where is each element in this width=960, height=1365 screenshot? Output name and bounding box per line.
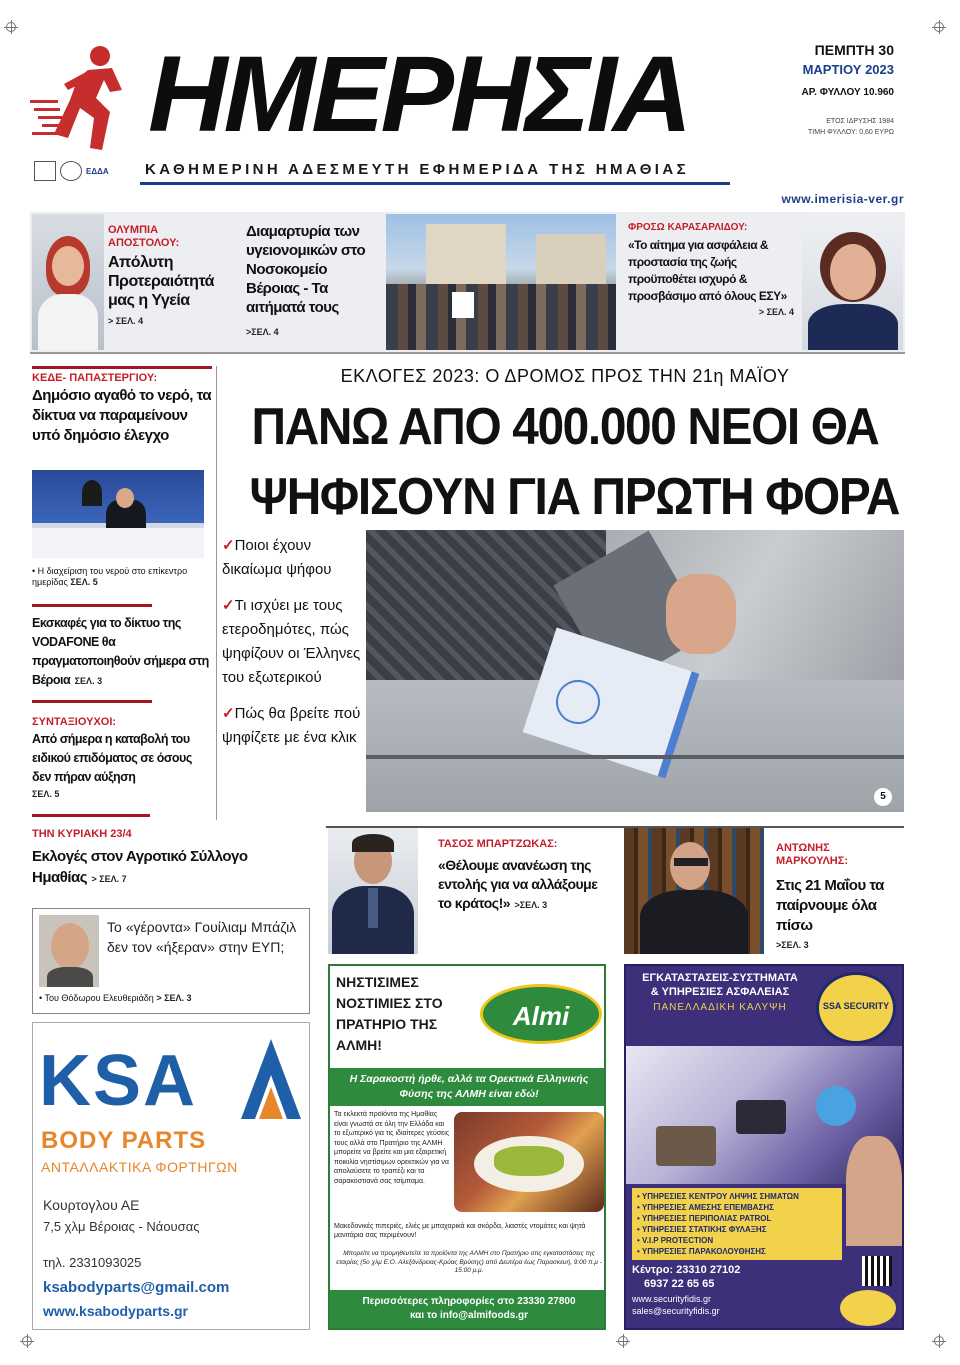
almi-brand: Almi [512, 1001, 570, 1031]
main-headline[interactable] [249, 392, 900, 532]
main-headline-line2: ΨΗΦΙΣΟΥΝ ΓΙΑ ΠΡΩΤΗ ΦΟΡΑ [249, 468, 900, 526]
ksa-triangle-icon [241, 1039, 301, 1119]
left3-title: Από σήμερα η καταβολή του ειδικού επιδόματος σε όσους δεν πήραν αύξηση [32, 732, 192, 784]
ksa-line1: BODY PARTS [41, 1127, 207, 1154]
issue-day: ΠΕΜΠΤΗ 30 [814, 42, 894, 58]
seal-logo-icon [60, 161, 82, 181]
antonis-quote: Στις 21 Μαΐου τα παίρνουμε όλα πίσω [776, 877, 884, 934]
security-badge-text: SSA SECURITY [822, 1001, 890, 1011]
conference-photo [32, 470, 204, 558]
left-article-1[interactable] [32, 372, 212, 446]
almi-title: ΝΗΣΤΙΣΙΜΕΣ ΝΟΣΤΙΜΙΕΣ ΣΤΟ ΠΡΑΤΗΡΙΟ ΤΗΣ ΑΛΜΗ! [336, 974, 443, 1053]
issue-founded: ΕΤΟΣ ΙΔΡΥΣΗΣ 1984 [826, 118, 894, 125]
left1-caption-text: • Η διαχείριση του νερού στο επίκεντρο ημερίδας [32, 566, 188, 587]
top-left-ref: > ΣΕΛ. 4 [108, 316, 144, 326]
almi-banner: Η Σαρακοστή ήρθε, αλλά τα Ορεκτικά Ελληνικής Φύσης της ΑΛΜΗ είναι εδώ! [330, 1068, 606, 1106]
olympia-photo [32, 214, 104, 350]
tasos-photo [328, 828, 418, 954]
left1-ref: ΣΕΛ. 5 [70, 577, 98, 587]
check-icon: ✓ [222, 537, 235, 554]
security-phone2: 6937 22 65 65 [644, 1278, 715, 1290]
almi-hours: Μπορείτε να προμηθευτείτε τα προϊόντα της ΑΛΜΗ στο Πρατήριο στις εγκαταστάσεις της εταιρίας (5o χλμ Ε.Ο. Αλεξάνδρειας-Κρύας Βρύσης) από Δευτέρα έως Παρασκευή, 9:00 π.μ - 15:00 μ.μ. [336, 1250, 602, 1274]
left1-caption [32, 566, 212, 588]
almi-body2: Μακεδονικές πιπεριές, ελιές με μπαχαρικά και σκόρδα, λιαστές ντομάτες και ψητά μανιτάρια σας περιμένουν! [334, 1223, 586, 1239]
main-bullet: ✓Ποιοι έχουν δικαίωμα ψήφου [222, 537, 332, 578]
antonis-interview[interactable] [776, 842, 904, 950]
issue-info [770, 42, 894, 136]
antonis-photo [624, 828, 764, 954]
issue-month: ΜΑΡΤΙΟΥ 2023 [802, 62, 894, 77]
security-phone1: Κέντρο: 23310 27102 [632, 1264, 741, 1276]
almi-info: Περισσότερες πληροφορίες στο 23330 27800 [362, 1296, 576, 1307]
left-article-3[interactable] [32, 716, 212, 799]
ksa-email[interactable]: ksabodyparts@gmail.com [43, 1279, 230, 1296]
security-titles [630, 972, 810, 1013]
security-title2: & ΥΠΗΡΕΣΙΕΣ ΑΣΦΑΛΕΙΑΣ [650, 986, 790, 998]
ballot-photo [366, 530, 904, 812]
tasos-interview[interactable] [438, 838, 608, 913]
left4-kicker: ΤΗΝ ΚΥΡΙΑΚΗ 23/4 [32, 828, 132, 840]
registration-mark [618, 1336, 628, 1346]
registration-mark [22, 1336, 32, 1346]
top-middle-title: Διαμαρτυρία των υγειονομικών στο Νοσοκομείο Βέροιας - Τα αιτήματά τους [246, 223, 366, 316]
guard-photo [846, 1136, 902, 1246]
opinion-box[interactable] [32, 908, 310, 1014]
left1-title: Δημόσιο αγαθό το νερό, τα δίκτυα να παραμείνουν υπό δημόσιο έλεγχο [32, 387, 212, 444]
main-headline-line1: ΠΑΝΩ ΑΠΟ 400.000 ΝΕΟΙ ΘΑ [251, 398, 879, 456]
membership-logos [34, 158, 134, 184]
ksa-address: 7,5 χλμ Βέροιας - Νάουσας [43, 1219, 200, 1234]
issue-number: ΑΡ. ΦΥΛΛΟΥ 10.960 [801, 87, 894, 98]
ksa-ad[interactable] [32, 1022, 310, 1330]
registration-mark [6, 22, 16, 32]
almi-food-photo [454, 1112, 604, 1212]
union-logo-icon [34, 161, 56, 181]
security-ad[interactable] [624, 964, 904, 1330]
antonis-ref: >ΣΕΛ. 3 [776, 940, 809, 950]
masthead-subtitle: ΚΑΘΗΜΕΡΙΝΗ ΑΔΕΣΜΕΥΤΗ ΕΦΗΜΕΡΙΔΑ ΤΗΣ ΗΜΑΘΙΑΣ [145, 161, 689, 178]
security-email[interactable]: sales@securityfidis.gr [632, 1306, 720, 1316]
tasos-name: ΤΑΣΟΣ ΜΠΑΡΤΖΩΚΑΣ: [438, 838, 558, 850]
ksa-web[interactable]: www.ksabodyparts.gr [43, 1303, 188, 1319]
masthead-rule [140, 182, 730, 185]
top-left-kicker: ΟΛΥΜΠΙΑ ΑΠΟΣΤΟΛΟΥ: [108, 224, 180, 249]
tasos-ref: >ΣΕΛ. 3 [514, 900, 548, 910]
almi-logo [480, 984, 602, 1044]
ksa-line2: ΑΝΤΑΛΛΑΚΤΙΚΑ ΦΟΡΤΗΓΩΝ [41, 1159, 238, 1175]
security-services: • ΥΠΗΡΕΣΙΕΣ ΚΕΝΤΡΟΥ ΛΗΨΗΣ ΣΗΜΑΤΩΝ • ΥΠΗΡΕΣΙΕΣ ΑΜΕΣΗΣ ΕΠΕΜΒΑΣΗΣ • ΥΠΗΡΕΣΙΕΣ ΠΕΡΙΠΟΛΙΑΣ PATROL • ΥΠΗΡΕΣΙΕΣ ΣΤΑΤΙΚΗΣ ΦΥΛΑΞΗΣ • V.I.P PROTECTION • ΥΠΗΡΕΣΙΕΣ ΠΑΡΑΚΟΛΟΥΘΗΣΗΣ [632, 1188, 842, 1260]
left-article-4[interactable] [32, 828, 322, 888]
check-icon: ✓ [222, 705, 235, 722]
opinion-author-photo [39, 915, 99, 987]
security-coverage: ΠΑΝΕΛΛΑΔΙΚΗ ΚΑΛΥΨΗ [653, 1002, 787, 1013]
opinion-ref: > ΣΕΛ. 3 [156, 993, 192, 1003]
top-middle-ref: >ΣΕΛ. 4 [246, 327, 279, 337]
runner-logo-icon [30, 42, 135, 152]
almi-footer [330, 1290, 606, 1330]
left2-title: Εκσκαφές για το δίκτυο της VODAFONE θα πραγματοποιηθούν σήμερα στη Βέροια [32, 616, 209, 687]
check-icon: ✓ [222, 597, 235, 614]
left3-ref: ΣΕΛ. 5 [32, 789, 60, 799]
almi-info2: και το info@almifoods.gr [409, 1310, 529, 1321]
security-web[interactable]: www.securityfidis.gr [632, 1294, 712, 1304]
opinion-byline-wrap [39, 993, 192, 1003]
almi-body: Τα εκλεκτά προϊόντα της Ημαθίας είναι γνωστά σε όλη την Ελλάδα και το εξωτερικό για τις ιδιαίτερες γεύσεις τους αλλά στο Πρατήριο της ΑΛΜΗ μπορείτε να βρείτε και μια εξαιρετική ποικιλία νηστίσιμων ορεκτικών για να απολαύσετε το τραπέζι και τα σαρακοστιανά σας τσίμπαμα. [334, 1111, 450, 1185]
ksa-company: Κουρτογλου ΑΕ [43, 1197, 140, 1213]
registration-mark [934, 22, 944, 32]
top-left-article[interactable] [108, 224, 228, 326]
almi-ad[interactable] [328, 964, 606, 1330]
security-badge-small-icon [840, 1290, 896, 1326]
ksa-logo-text: KSA [39, 1041, 198, 1121]
security-badge-icon [816, 972, 896, 1044]
camera-icon [736, 1100, 786, 1134]
top-right-article[interactable] [628, 222, 794, 317]
main-bullets [222, 534, 362, 750]
top-left-title: Απόλυτη Προτεραιότητά μας η Υγεία [108, 254, 214, 309]
froso-photo [802, 214, 903, 350]
left2-ref: ΣΕΛ. 3 [74, 676, 103, 686]
ksa-phone: τηλ. 2331093025 [43, 1255, 142, 1270]
website-link[interactable]: www.imerisia-ver.gr [781, 192, 904, 206]
photo-page-badge: 5 [874, 788, 892, 806]
opinion-title: Το «γέροντα» Γουίλιαμ Μπάζιλ δεν τον «ήξεραν» στην ΕΥΠ; [107, 919, 297, 955]
tasos-quote: «Θέλουμε ανανέωση της εντολής για να αλλάξουμε το κράτος!» [438, 857, 598, 911]
top-middle-article[interactable] [246, 222, 382, 337]
antonis-name: ΑΝΤΩΝΗΣ ΜΑΡΚΟΥΛΗΣ: [776, 842, 849, 867]
main-kicker: ΕΚΛΟΓΕΣ 2023: Ο ΔΡΟΜΟΣ ΠΡΟΣ ΤΗΝ 21η ΜΑΪΟΥ [340, 366, 790, 386]
main-bullet: ✓Τι ισχύει με τους ετεροδημότες, πώς ψηφίζουν οι Έλληνες του εξωτερικού [222, 597, 361, 686]
security-contacts [632, 1264, 832, 1316]
left4-title: Εκλογές στον Αγροτικό Σύλλογο Ημαθίας [32, 848, 248, 886]
left-article-2[interactable] [32, 614, 212, 690]
edda-logo: ΕΔΔΑ [86, 166, 109, 176]
top-right-kicker: ΦΡΟΣΩ ΚΑΡΑΣΑΡΛΙΔΟΥ: [628, 222, 748, 233]
security-title1: ΕΓΚΑΤΑΣΤΑΣΕΙΣ-ΣΥΣΤΗΜΑΤΑ [642, 972, 798, 984]
cloud-icon [816, 1086, 856, 1126]
top-right-ref: > ΣΕΛ. 4 [758, 307, 794, 317]
masthead-title: ΗΜΕΡΗΣΙΑ [148, 33, 689, 154]
registration-mark [934, 1336, 944, 1346]
left3-kicker: ΣΥΝΤΑΞΙΟΥΧΟΙ: [32, 716, 117, 728]
left1-kicker: ΚΕΔΕ- ΠΑΠΑΣΤΕΡΓΙΟΥ: [32, 372, 158, 384]
qr-code-icon [862, 1256, 892, 1286]
main-bullet: ✓Πώς θα βρείτε πού ψηφίζετε με ένα κλικ [222, 705, 361, 746]
left4-ref: > ΣΕΛ. 7 [91, 874, 127, 884]
opinion-byline: • Του Θόδωρου Ελευθεριάδη [39, 993, 154, 1003]
protest-photo [386, 214, 616, 350]
issue-price: ΤΙΜΗ ΦΥΛΛΟΥ: 0,60 ΕΥΡΩ [808, 129, 894, 136]
top-right-title: «Το αίτημα για ασφάλεια & προστασία της ζωής προϋποθέτει ισχυρό & προσβάσιμο από όλους ΕΣΥ» [628, 238, 787, 303]
